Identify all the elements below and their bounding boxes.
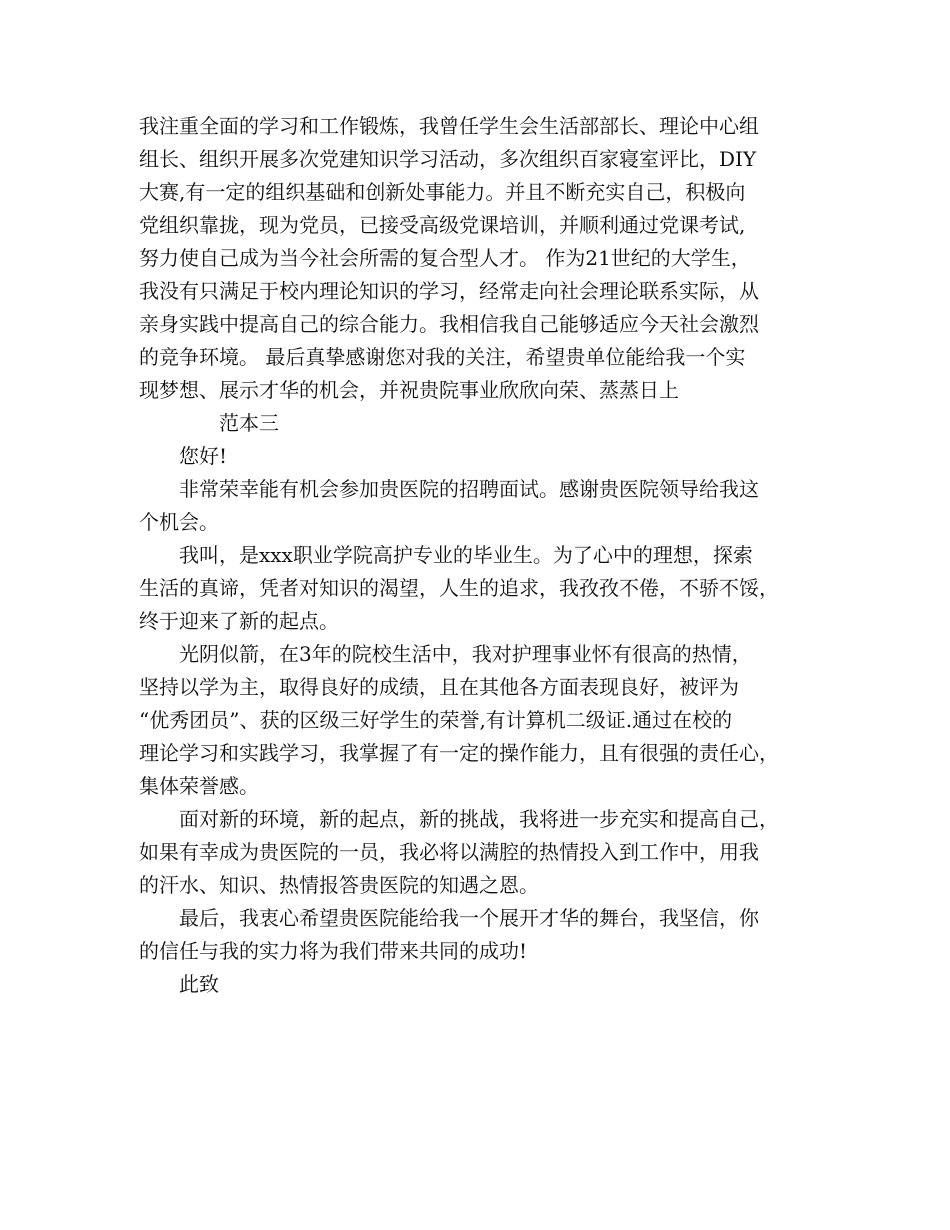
paragraph-line: 个机会。 [139, 510, 219, 534]
paragraph-line: “优秀团员”、获的区级三好学生的荣誉,有计算机二级证.通过在校的 [139, 708, 733, 732]
paragraph-line: 坚持以学为主，取得良好的成绩，且在其他各方面表现良好，被评为 [139, 675, 739, 699]
paragraph-line: 生活的真谛，凭者对知识的渴望，人生的追求，我孜孜不倦，不骄不馁， [139, 576, 779, 600]
intro-line: 我注重全面的学习和工作锻炼，我曾任学生会生活部部长、理论中心组 [139, 114, 759, 138]
paragraph-line: 非常荣幸能有机会参加贵医院的招聘面试。感谢贵医院领导给我这 [179, 477, 759, 501]
intro-line: 大赛,有一定的组织基础和创新处事能力。并且不断充实自己，积极向 [139, 180, 746, 204]
intro-line: 努力使自己成为当今社会所需的复合型人才。 作为21世纪的大学生， [139, 246, 751, 270]
section-title: 范本三 [219, 411, 279, 435]
paragraph-line: 我叫，是xxx职业学院高护专业的毕业生。为了心中的理想，探索 [179, 543, 753, 567]
closing: 此致 [179, 972, 219, 996]
intro-line: 我没有只满足于校内理论知识的学习，经常走向社会理论联系实际，从 [139, 279, 759, 303]
intro-line: 组长、组织开展多次党建知识学习活动，多次组织百家寝室评比，DIY [139, 147, 757, 171]
intro-line: 亲身实践中提高自己的综合能力。我相信我自己能够适应今天社会激烈 [139, 312, 759, 336]
paragraph-line: 理论学习和实践学习，我掌握了有一定的操作能力，且有很强的责任心， [139, 741, 779, 765]
paragraph-line: 的信任与我的实力将为我们带来共同的成功! [139, 939, 528, 963]
intro-line: 的竞争环境。 最后真挚感谢您对我的关注，希望贵单位能给我一个实 [139, 345, 746, 369]
greeting: 您好! [179, 444, 228, 468]
paragraph-line: 最后，我衷心希望贵医院能给我一个展开才华的舞台，我坚信，你 [179, 906, 759, 930]
intro-line: 党组织靠拢，现为党员，已接受高级党课培训，并顺利通过党课考试, [139, 213, 746, 237]
paragraph-line: 的汗水、知识、热情报答贵医院的知遇之恩。 [139, 873, 539, 897]
document-body [139, 110, 829, 1001]
paragraph-line: 光阴似箭，在3年的院校生活中，我对护理事业怀有很高的热情， [179, 642, 752, 666]
intro-line: 现梦想、展示才华的机会，并祝贵院事业欣欣向荣、蒸蒸日上 [139, 378, 679, 402]
paragraph-line: 终于迎来了新的起点。 [139, 609, 339, 633]
paragraph-line: 如果有幸成为贵医院的一员，我必将以满腔的热情投入到工作中，用我 [139, 840, 759, 864]
paragraph-line: 集体荣誉感。 [139, 774, 259, 798]
paragraph-line: 面对新的环境，新的起点，新的挑战，我将进一步充实和提高自己， [179, 807, 779, 831]
